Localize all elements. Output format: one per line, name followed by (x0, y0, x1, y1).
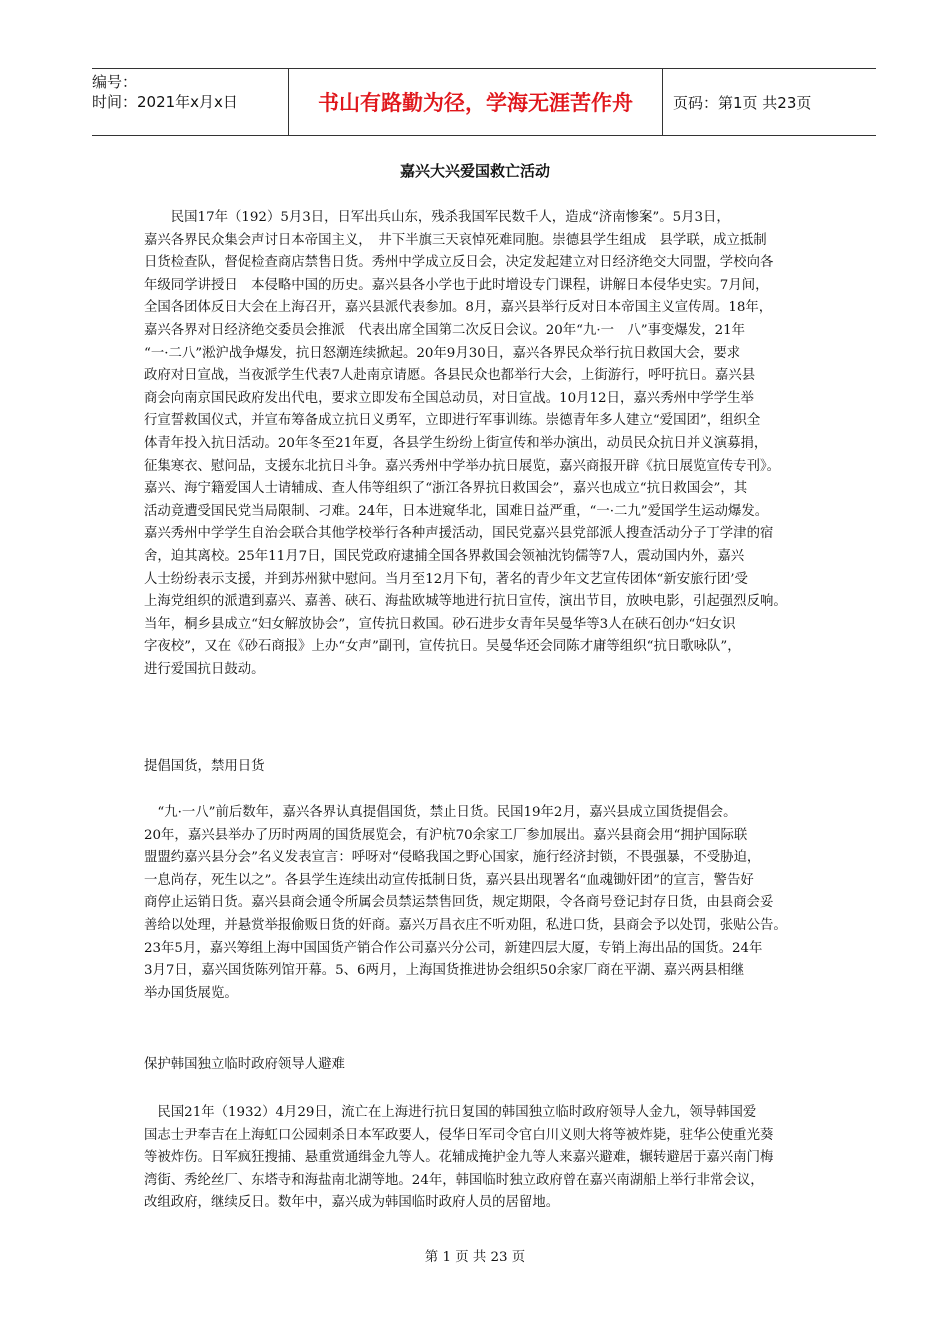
text-line: 进行爱国抗日鼓动。 (144, 661, 265, 677)
text-line: 善给以处理，并悬赏举报偷贩日货的奸商。嘉兴万昌衣庄不听劝阻，私进口货，县商会予以处罚，张贴公告。 (144, 917, 787, 933)
text-line: 活动竟遭受国民党当局限制、刁难。24年，日本进窥华北，国难日益严重，“一·二九”爱国学生运动爆发。 (144, 503, 769, 519)
section-2-heading: 提倡国货，禁用日货 (144, 759, 265, 774)
text-line: 全国各团体反日大会在上海召开，嘉兴县派代表参加。8月，嘉兴县举行反对日本帝国主义宣传周。18年， (144, 300, 773, 316)
text-line: 3月7日，嘉兴国货陈列馆开幕。5、6两月，上海国货推进协会组织50余家厂商在平湖、嘉兴两县相继 (144, 963, 745, 979)
text-line: 上海党组织的派遣到嘉兴、嘉善、硖石、海盐欧城等地进行抗日宣传，演出节目，放映电影，引起强烈反响。 (144, 594, 787, 610)
text-line: 嘉兴、海宁籍爱国人士请辅成、查人伟等组织了“浙江各界抗日救国会”，嘉兴也成立“抗日救国会”，其 (144, 481, 748, 497)
text-line: 20年，嘉兴县举办了历时两周的国货展览会，有沪杭70余家工厂参加展出。嘉兴县商会用“拥护国际联 (144, 827, 748, 843)
text-line: 等被炸伤。日军疯狂搜捕、悬重赏通缉金九等人。花辅成掩护金九等人来嘉兴避难，辗转避居于嘉兴南门梅 (144, 1150, 774, 1166)
text-line: 嘉兴秀州中学学生自治会联合其他学校举行各种声援活动，国民党嘉兴县党部派人搜查活动分子丁学津的宿 (144, 526, 774, 542)
text-line: 嘉兴各界对日经济绝交委员会推派 代表出席全国第二次反日会议。20年“九·一 八”事变爆发，21年 (144, 322, 746, 338)
text-line: 嘉兴各界民众集会声讨日本帝国主义， 井下半旗三天哀悼死难同胞。崇德县学生组成 县学联，成立抵制 (144, 232, 767, 248)
text-line: 年级同学讲授日 本侵略中国的历史。嘉兴县各小学也于此时增设专门课程，讲解日本侵华史实。7月间， (144, 277, 769, 293)
text-line: “九·一八”前后数年，嘉兴各界认真提倡国货，禁止日货。民国19年2月，嘉兴县成立国货提倡会。 (144, 805, 737, 820)
text-line: 政府对日宣战，当夜派学生代表7人赴南京请愿。各县民众也都举行大会，上街游行，呼吁抗日。嘉兴县 (144, 368, 756, 384)
page-footer: 第 1 页 共 23 页 (424, 1250, 526, 1265)
text-line: 盟盟约嘉兴县分会”名义发表宣言：呼呀对“侵略我国之野心国家，施行经济封锁，不畏强暴，不受胁迫， (144, 850, 761, 866)
document-title: 嘉兴大兴爱国救亡活动 (399, 162, 550, 180)
text-line: 湾街、秀纶丝厂、东塔寺和海盐南北湖等地。24年，韩国临时独立政府曾在嘉兴南湖船上举行非常会议， (144, 1172, 764, 1188)
paragraph-lines (144, 207, 834, 681)
text-line: 举办国货展览。 (144, 985, 238, 1001)
section-1-paragraph (144, 207, 834, 681)
text-line: 日货检查队，督促检查商店禁售日货。秀州中学成立反日会，决定发起建立对日经济绝交大同盟，学校向各 (144, 255, 774, 271)
text-line: 23年5月，嘉兴筹组上海中国国货产销合作公司嘉兴分公司，新建四层大厦，专销上海出品的国货。24年 (144, 940, 763, 956)
paragraph-lines (144, 1102, 834, 1215)
time-label: 时间：2021年x月x日 (92, 93, 238, 111)
text-line: 行宣誓救国仪式，并宣布筹备成立抗日义勇军，立即进行军事训练。崇德青年多人建立“爱国团”，组织全 (144, 413, 761, 429)
text-line: 商会向南京国民政府发出代电，要求立即发布全国总动员，对日宣战。10月12日，嘉兴秀州中学学生举 (144, 390, 754, 406)
text-line: 字夜校”，又在《砂石商报》上办“女声”副刊，宣传抗日。吴曼华还会同陈才庸等组织“抗日歌咏队”， (144, 639, 741, 655)
text-line: 民国17年（192）5月3日，日军出兵山东，残杀我国军民数千人，造成“济南惨案”。5月3日， (144, 210, 730, 225)
text-line: 征集寒衣、慰问品，支援东北抗日斗争。嘉兴秀州中学举办抗日展览，嘉兴商报开辟《抗日展览宣传专刊》。 (144, 458, 781, 474)
paragraph-lines (144, 802, 834, 1005)
section-2-paragraph (144, 802, 834, 1005)
header-meta (92, 69, 288, 135)
section-3-paragraph (144, 1102, 834, 1215)
text-line: 当年，桐乡县成立“妇女解放协会”，宣传抗日救国。砂石进步女青年吴曼华等3人在硖石创办“妇女识 (144, 616, 736, 632)
text-line: “一·二八”淞沪战争爆发，抗日怒潮连续掀起。20年9月30日，嘉兴各界民众举行抗日救国大会，要求 (144, 345, 741, 361)
text-line: 民国21年（1932）4月29日，流亡在上海进行抗日复国的韩国独立临时政府领导人金九，领导韩国爱 (144, 1105, 757, 1120)
text-line: 改组政府，继续反日。数年中，嘉兴成为韩国临时政府人员的居留地。 (144, 1195, 560, 1211)
page-header (92, 68, 876, 136)
section-3-heading: 保护韩国独立临时政府领导人避难 (144, 1057, 345, 1072)
text-line: 一息尚存，死生以之”。各县学生连续出动宣传抵制日货，嘉兴县出现署名“血魂锄奸团”的宣言，警告好 (144, 872, 754, 888)
text-line: 国志士尹奉吉在上海虹口公园刺杀日本军政要人，侵华日军司令官白川义则大将等被炸毙，驻华公使重光葵 (144, 1127, 774, 1143)
number-label: 编号： (92, 73, 138, 91)
text-line: 舍，迫其离校。25年11月7日，国民党政府逮捕全国各界救国会领袖沈钧儒等7人，震动国内外，嘉兴 (144, 548, 745, 564)
text-line: 人士纷纷表示支援，并到苏州狱中慰问。当月至12月下旬，著名的青少年文艺宣传团体“新安旅行团’受 (144, 571, 748, 587)
header-motto: 书山有路勤为径，学海无涯苦作舟 (288, 69, 663, 135)
text-line: 体青年投入抗日活动。20年冬至21年夏，各县学生纷纷上街宣传和举办演出，动员民众抗日并义演募捐， (144, 435, 768, 451)
text-line: 商停止运销日货。嘉兴县商会通令所属会员禁运禁售回货，规定期限，令各商号登记封存日货，由县商会妥 (144, 895, 774, 911)
header-page-label: 页码：第1页 共23页 (673, 93, 812, 112)
